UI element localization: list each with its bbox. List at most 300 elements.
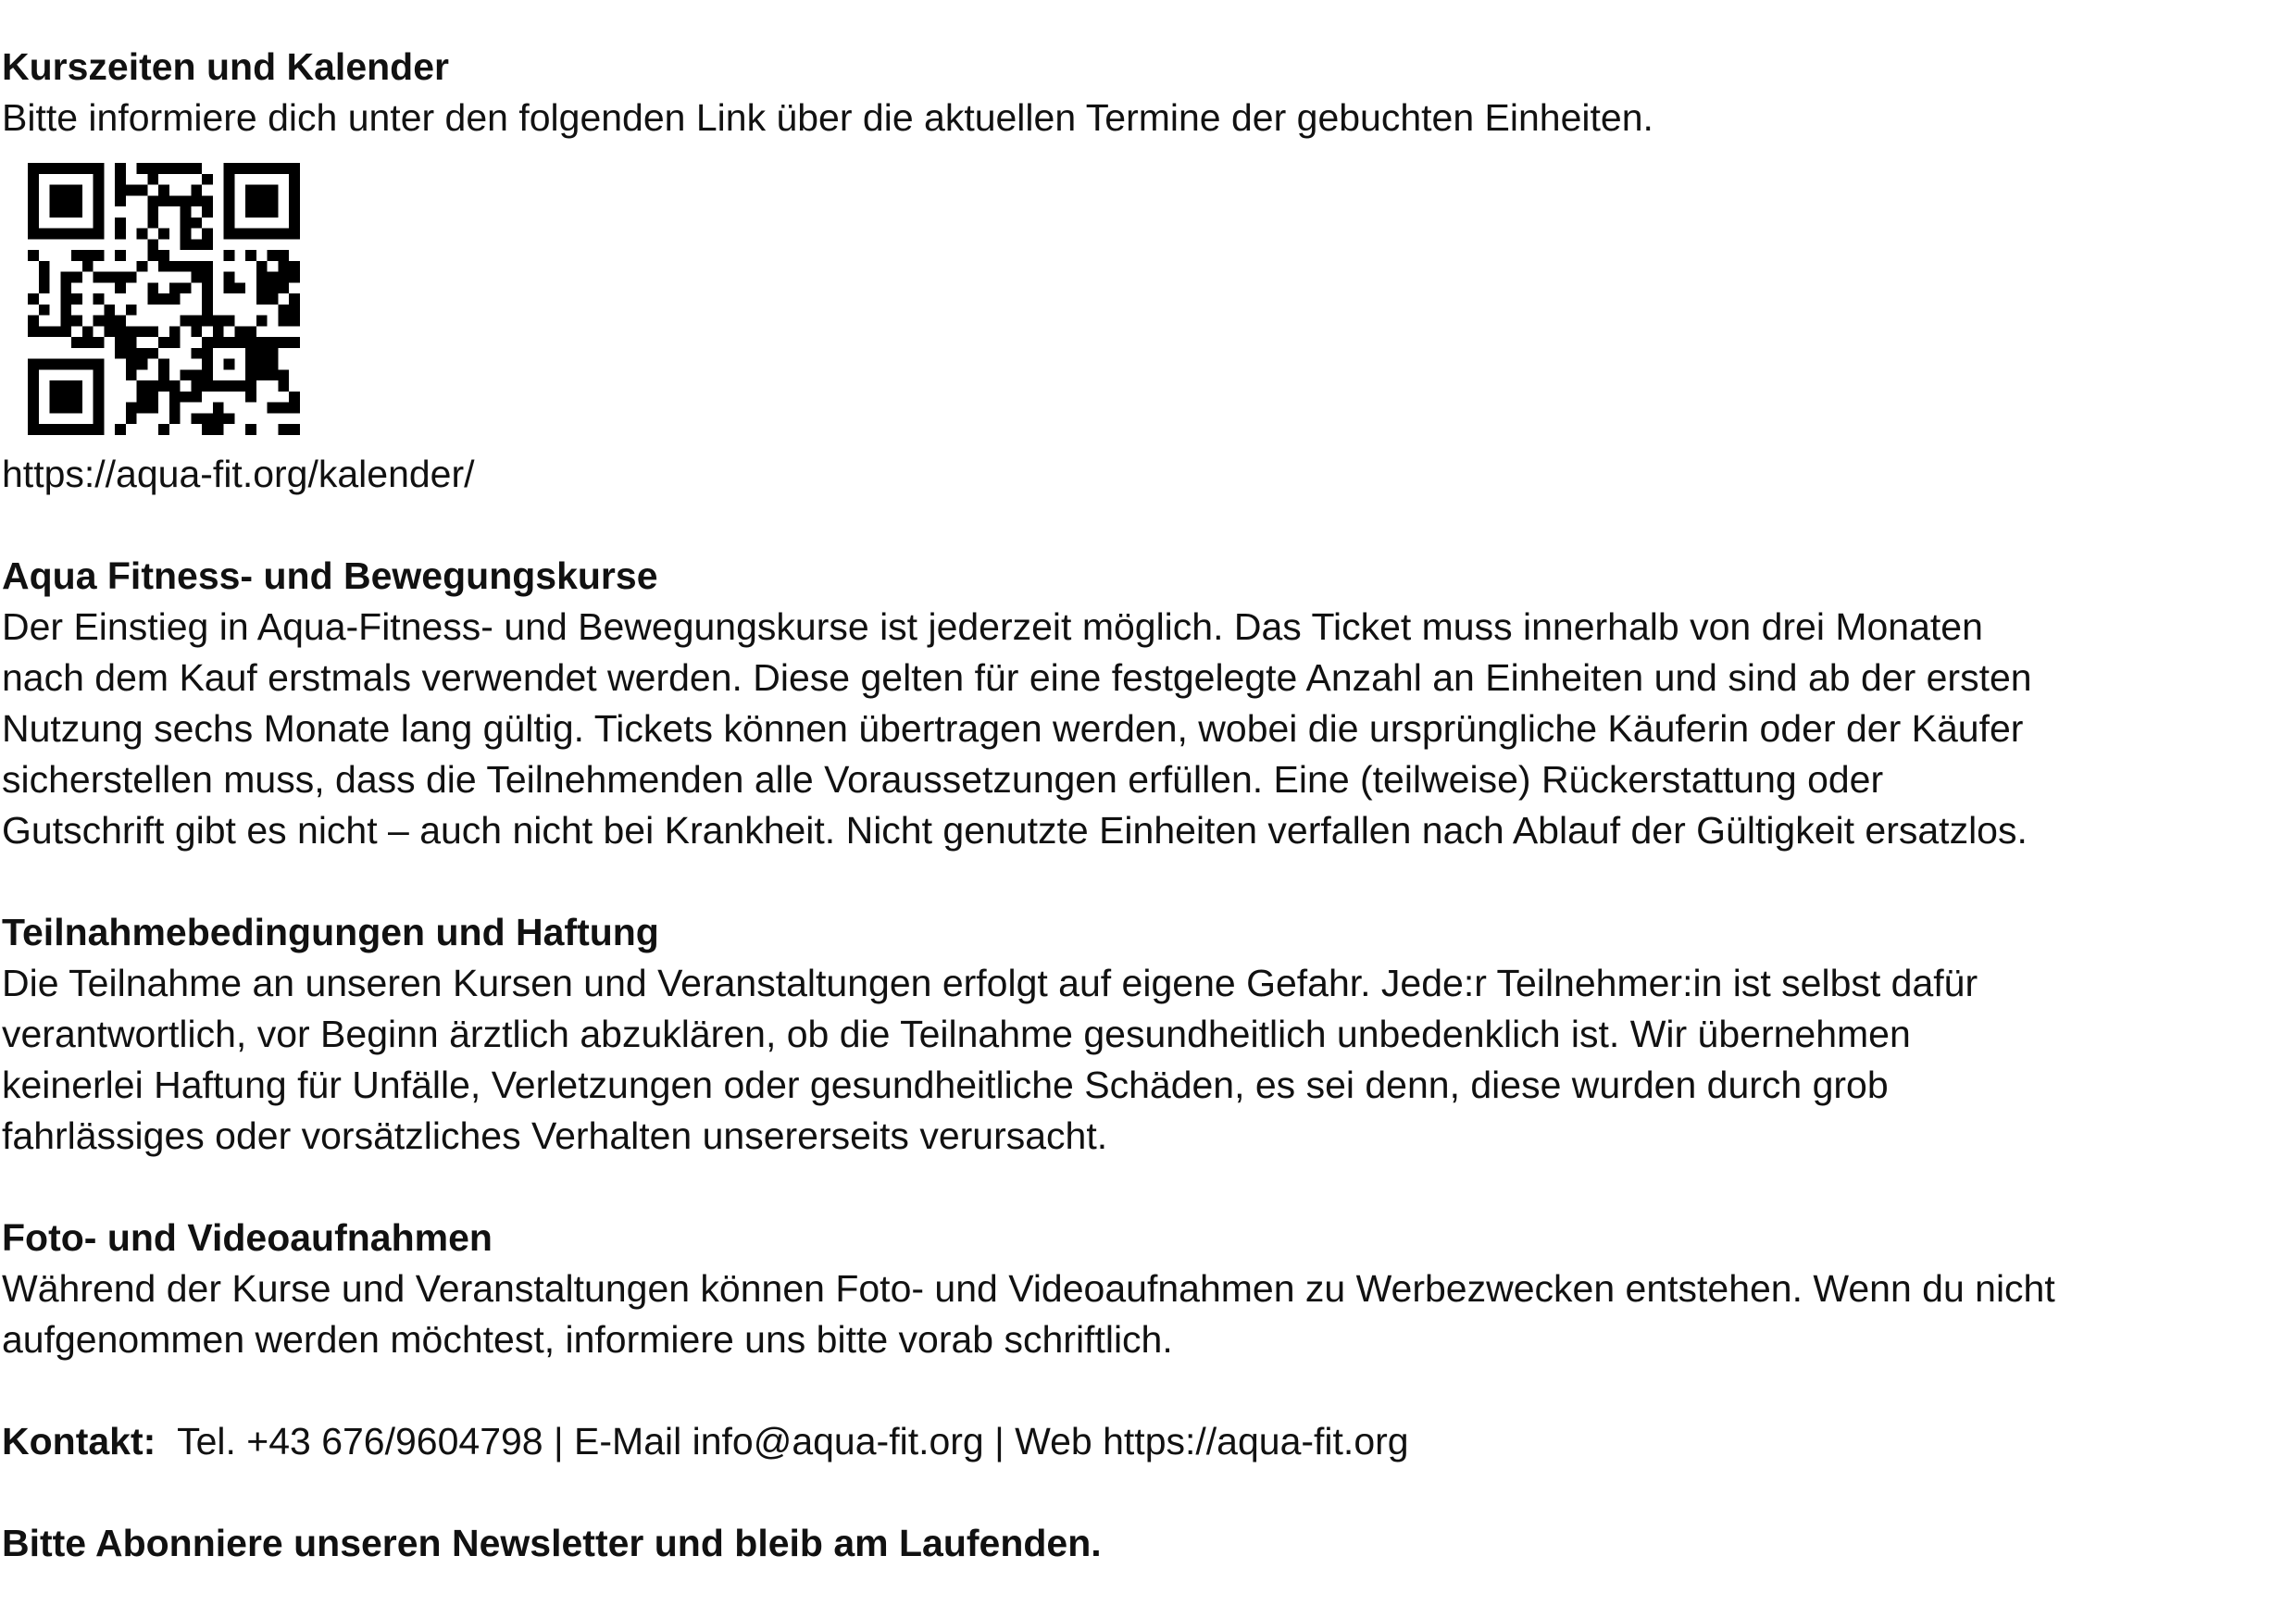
qr-module [94,380,105,392]
qr-module [224,359,235,370]
qr-code-icon[interactable] [28,163,300,435]
qr-module [256,163,268,174]
qr-module [268,369,279,380]
qr-module [289,403,300,414]
qr-module [94,206,105,218]
qr-module [147,250,158,261]
qr-module [94,163,105,174]
liability-line: keinerlei Haftung für Unfälle, Verletzungen oder gesundheitliche Schäden, es sei denn, diese wurden durch grob [2,1064,1889,1106]
qr-module [126,413,137,424]
qr-module [169,282,181,293]
qr-module [71,195,82,206]
qr-module [115,337,126,348]
newsletter-section [2,1518,1102,1569]
qr-module [191,380,202,392]
qr-module [137,261,148,272]
qr-module [39,229,50,240]
qr-module [115,282,126,293]
qr-module [256,261,268,272]
qr-module [28,359,39,370]
qr-module [234,229,245,240]
qr-module [202,282,213,293]
newsletter-text: Bitte Abonniere unseren Newsletter und bleib am Laufenden. [2,1522,1102,1564]
qr-module [28,293,39,305]
qr-module [256,272,268,283]
qr-module [71,359,82,370]
qr-module [191,413,202,424]
qr-module [224,316,235,327]
qr-module [60,282,71,293]
qr-module [28,369,39,380]
qr-module [234,282,245,293]
qr-module [39,272,50,283]
qr-module [28,163,39,174]
qr-module [289,229,300,240]
qr-module [94,229,105,240]
qr-module [137,348,148,359]
qr-module [202,239,213,250]
qr-module [169,337,181,348]
qr-module [191,369,202,380]
qr-module [256,229,268,240]
qr-module [147,293,158,305]
qr-module [169,326,181,337]
qr-module [158,293,169,305]
qr-module [224,413,235,424]
qr-module [181,218,192,229]
qr-module [50,229,61,240]
qr-module [115,272,126,283]
qr-module [82,229,94,240]
qr-module [256,185,268,196]
qr-module [137,403,148,414]
qr-module [191,261,202,272]
qr-module [147,282,158,293]
qr-module [268,348,279,359]
qr-module [158,229,169,240]
qr-module [224,218,235,229]
qr-module [278,272,289,283]
qr-module [104,316,115,327]
qr-module [28,392,39,403]
qr-module [39,326,50,337]
qr-module [278,282,289,293]
qr-module [289,272,300,283]
qr-module [147,326,158,337]
qr-module [169,380,181,392]
qr-module [158,369,169,380]
qr-module [191,195,202,206]
qr-module [94,424,105,435]
qr-module [39,261,50,272]
qr-module [202,369,213,380]
qr-module [278,163,289,174]
qr-module [278,337,289,348]
qr-module [181,206,192,218]
qr-module [202,305,213,316]
qr-module [169,403,181,414]
qr-module [169,293,181,305]
qr-module [289,218,300,229]
qr-module [158,261,169,272]
qr-module [158,195,169,206]
qr-module [191,348,202,359]
qr-module [202,261,213,272]
qr-module [268,195,279,206]
qr-module [268,272,279,283]
qr-module [268,229,279,240]
courses-line: nach dem Kauf erstmals verwendet werden. Diese gelten für eine festgelegte Anzahl an Einheiten und sind ab der ersten [2,656,2032,699]
qr-module [28,403,39,414]
qr-module [169,261,181,272]
qr-module [115,348,126,359]
qr-module [191,326,202,337]
qr-module [224,337,235,348]
qr-module [268,185,279,196]
qr-module [126,403,137,414]
contact-section [2,1416,1409,1467]
qr-module [256,282,268,293]
qr-module [202,413,213,424]
qr-module [50,359,61,370]
qr-module [181,229,192,240]
qr-module [71,380,82,392]
qr-module [181,239,192,250]
qr-module [191,185,202,196]
qr-module [104,326,115,337]
qr-module [181,369,192,380]
qr-module [224,282,235,293]
qr-module [60,392,71,403]
qr-module [28,250,39,261]
qr-module [202,316,213,327]
liability-line: Die Teilnahme an unseren Kursen und Veranstaltungen erfolgt auf eigene Gefahr. Jede:r Teilnehmer:in ist selbst dafür [2,962,1978,1004]
qr-module [202,424,213,435]
qr-module [224,206,235,218]
qr-module [245,337,256,348]
qr-module [234,326,245,337]
qr-module [224,229,235,240]
qr-module [28,185,39,196]
qr-module [278,316,289,327]
qr-module [224,250,235,261]
qr-module [158,250,169,261]
media-line: Während der Kurse und Veranstaltungen können Foto- und Videoaufnahmen zu Werbezwecken entstehen. Wenn du nicht [2,1267,2055,1310]
qr-module [115,326,126,337]
qr-module [213,380,224,392]
qr-module [202,206,213,218]
qr-module [137,392,148,403]
qr-module [289,261,300,272]
qr-module [289,337,300,348]
contact-details: Tel. +43 676/9604798 | E-Mail info@aqua-fit.org | Web https://aqua-fit.org [177,1420,1409,1462]
qr-module [158,424,169,435]
qr-module [278,261,289,272]
qr-module [202,348,213,359]
qr-module [71,229,82,240]
qr-module [158,359,169,370]
qr-module [94,218,105,229]
qr-module [28,218,39,229]
qr-module [268,282,279,293]
qr-module [289,174,300,185]
qr-module [278,380,289,392]
qr-module [94,403,105,414]
qr-module [60,293,71,305]
qr-module [213,316,224,327]
qr-module [289,305,300,316]
qr-module [268,293,279,305]
qr-module [28,206,39,218]
qr-module [181,392,192,403]
qr-module [202,272,213,283]
qr-module [147,163,158,174]
qr-module [115,250,126,261]
qr-module [181,316,192,327]
qr-module [202,359,213,370]
qr-module [50,195,61,206]
qr-module [94,316,105,327]
qr-module [28,316,39,327]
qr-module [147,174,158,185]
qr-module [82,359,94,370]
qr-module [245,392,256,403]
calendar-heading: Kurszeiten und Kalender [2,45,449,88]
qr-module [28,424,39,435]
qr-module [256,369,268,380]
qr-module [289,392,300,403]
qr-module [126,326,137,337]
qr-module [104,272,115,283]
qr-module [71,250,82,261]
qr-module [158,185,169,196]
qr-module [158,337,169,348]
qr-module [60,272,71,283]
qr-module [28,229,39,240]
qr-module [181,282,192,293]
qr-module [50,424,61,435]
qr-module [256,293,268,305]
qr-module [71,403,82,414]
qr-module [60,305,71,316]
liability-line: verantwortlich, vor Beginn ärztlich abzuklären, ob die Teilnahme gesundheitlich unbedenklich ist. Wir übernehmen [2,1013,1911,1055]
qr-module [169,163,181,174]
qr-module [60,359,71,370]
qr-module [158,380,169,392]
qr-module [71,163,82,174]
qr-module [256,195,268,206]
qr-module [60,380,71,392]
media-heading: Foto- und Videoaufnahmen [2,1216,493,1259]
qr-module [169,413,181,424]
qr-module [60,316,71,327]
qr-module [245,369,256,380]
liability-line: fahrlässiges oder vorsätzliches Verhalten unsererseits verursacht. [2,1114,1108,1157]
qr-module [82,424,94,435]
qr-module [94,250,105,261]
qr-module [94,359,105,370]
qr-module [50,326,61,337]
qr-module [213,337,224,348]
qr-module [71,272,82,283]
qr-module [60,403,71,414]
qr-module [289,293,300,305]
qr-module [224,380,235,392]
qr-module [28,174,39,185]
qr-module [268,359,279,370]
qr-module [191,392,202,403]
qr-module [137,229,148,240]
qr-module [224,272,235,283]
qr-module [245,326,256,337]
qr-module [115,185,126,196]
qr-module [50,403,61,414]
qr-module [268,163,279,174]
qr-module [137,380,148,392]
qr-module [115,174,126,185]
qr-module [115,195,126,206]
qr-module [224,163,235,174]
qr-module [268,206,279,218]
qr-module [126,337,137,348]
courses-heading: Aqua Fitness- und Bewegungskurse [2,554,658,597]
courses-line: sicherstellen muss, dass die Teilnehmenden alle Voraussetzungen erfüllen. Eine (teilweise) Rückerstattung oder [2,758,1884,801]
qr-module [126,272,137,283]
qr-module [224,174,235,185]
qr-module [191,218,202,229]
qr-module [289,316,300,327]
qr-module [289,195,300,206]
calendar-intro: Bitte informiere dich unter den folgenden Link über die aktuellen Termine der gebuchten Einheiten. [2,96,1653,139]
calendar-url-block [2,449,475,500]
calendar-section [2,42,1653,143]
qr-module [71,293,82,305]
qr-module [245,424,256,435]
qr-module [60,195,71,206]
qr-module [147,392,158,403]
qr-module [234,337,245,348]
qr-module [82,326,94,337]
qr-module [224,195,235,206]
qr-module [245,229,256,240]
qr-module [256,359,268,370]
qr-module [115,218,126,229]
qr-module [137,326,148,337]
qr-module [60,424,71,435]
qr-module [289,424,300,435]
qr-module [202,337,213,348]
qr-module [213,403,224,414]
qr-module [147,380,158,392]
qr-module [278,403,289,414]
qr-module [245,250,256,261]
qr-module [71,424,82,435]
qr-module [115,229,126,240]
qr-module [94,369,105,380]
qr-module [126,359,137,370]
qr-module [268,403,279,414]
qr-module [126,185,137,196]
qr-module [256,316,268,327]
qr-module [147,403,158,414]
liability-section [2,907,1978,1162]
qr-module [28,195,39,206]
media-line: aufgenommen werden möchtest, informiere uns bitte vorab schriftlich. [2,1318,1173,1361]
qr-module [39,163,50,174]
qr-module [115,316,126,327]
qr-module [256,337,268,348]
qr-module [213,424,224,435]
qr-module [147,195,158,206]
qr-module [94,413,105,424]
qr-module [94,392,105,403]
qr-module [245,359,256,370]
qr-module [147,348,158,359]
qr-module [94,195,105,206]
qr-module [28,413,39,424]
qr-module [60,185,71,196]
qr-module [213,326,224,337]
contact-label: Kontakt: [2,1420,156,1462]
qr-module [71,185,82,196]
qr-module [278,305,289,316]
qr-module [39,424,50,435]
qr-module [50,380,61,392]
qr-module [71,316,82,327]
qr-module [256,348,268,359]
qr-module [71,337,82,348]
qr-module [191,272,202,283]
qr-module [245,163,256,174]
qr-module [60,163,71,174]
qr-module [181,163,192,174]
qr-module [94,272,105,283]
qr-module [191,316,202,327]
qr-module [256,206,268,218]
qr-module [71,392,82,403]
qr-module [82,250,94,261]
qr-module [245,185,256,196]
qr-module [60,206,71,218]
courses-section [2,551,2032,856]
qr-module [202,293,213,305]
qr-module [234,163,245,174]
qr-module [268,337,279,348]
qr-module [60,326,71,337]
qr-module [245,195,256,206]
qr-module [94,174,105,185]
media-section [2,1213,2055,1365]
qr-module [278,229,289,240]
qr-module [158,163,169,174]
calendar-url-link[interactable]: https://aqua-fit.org/kalender/ [2,453,475,495]
qr-module [39,305,50,316]
qr-module [82,337,94,348]
courses-line: Der Einstieg in Aqua-Fitness- und Bewegungskurse ist jederzeit möglich. Das Ticket muss innerhalb von drei Monaten [2,605,1983,648]
qr-module [234,380,245,392]
courses-line: Nutzung sechs Monate lang gültig. Tickets können übertragen werden, wobei die ursprüngliche Käuferin oder der Käufer [2,707,2024,750]
liability-heading: Teilnahmebedingungen und Haftung [2,911,659,953]
qr-module [94,293,105,305]
qr-module [245,380,256,392]
qr-module [289,206,300,218]
qr-module [115,163,126,174]
qr-module [94,185,105,196]
qr-module [224,185,235,196]
qr-module [169,195,181,206]
qr-module [202,174,213,185]
qr-module [71,206,82,218]
